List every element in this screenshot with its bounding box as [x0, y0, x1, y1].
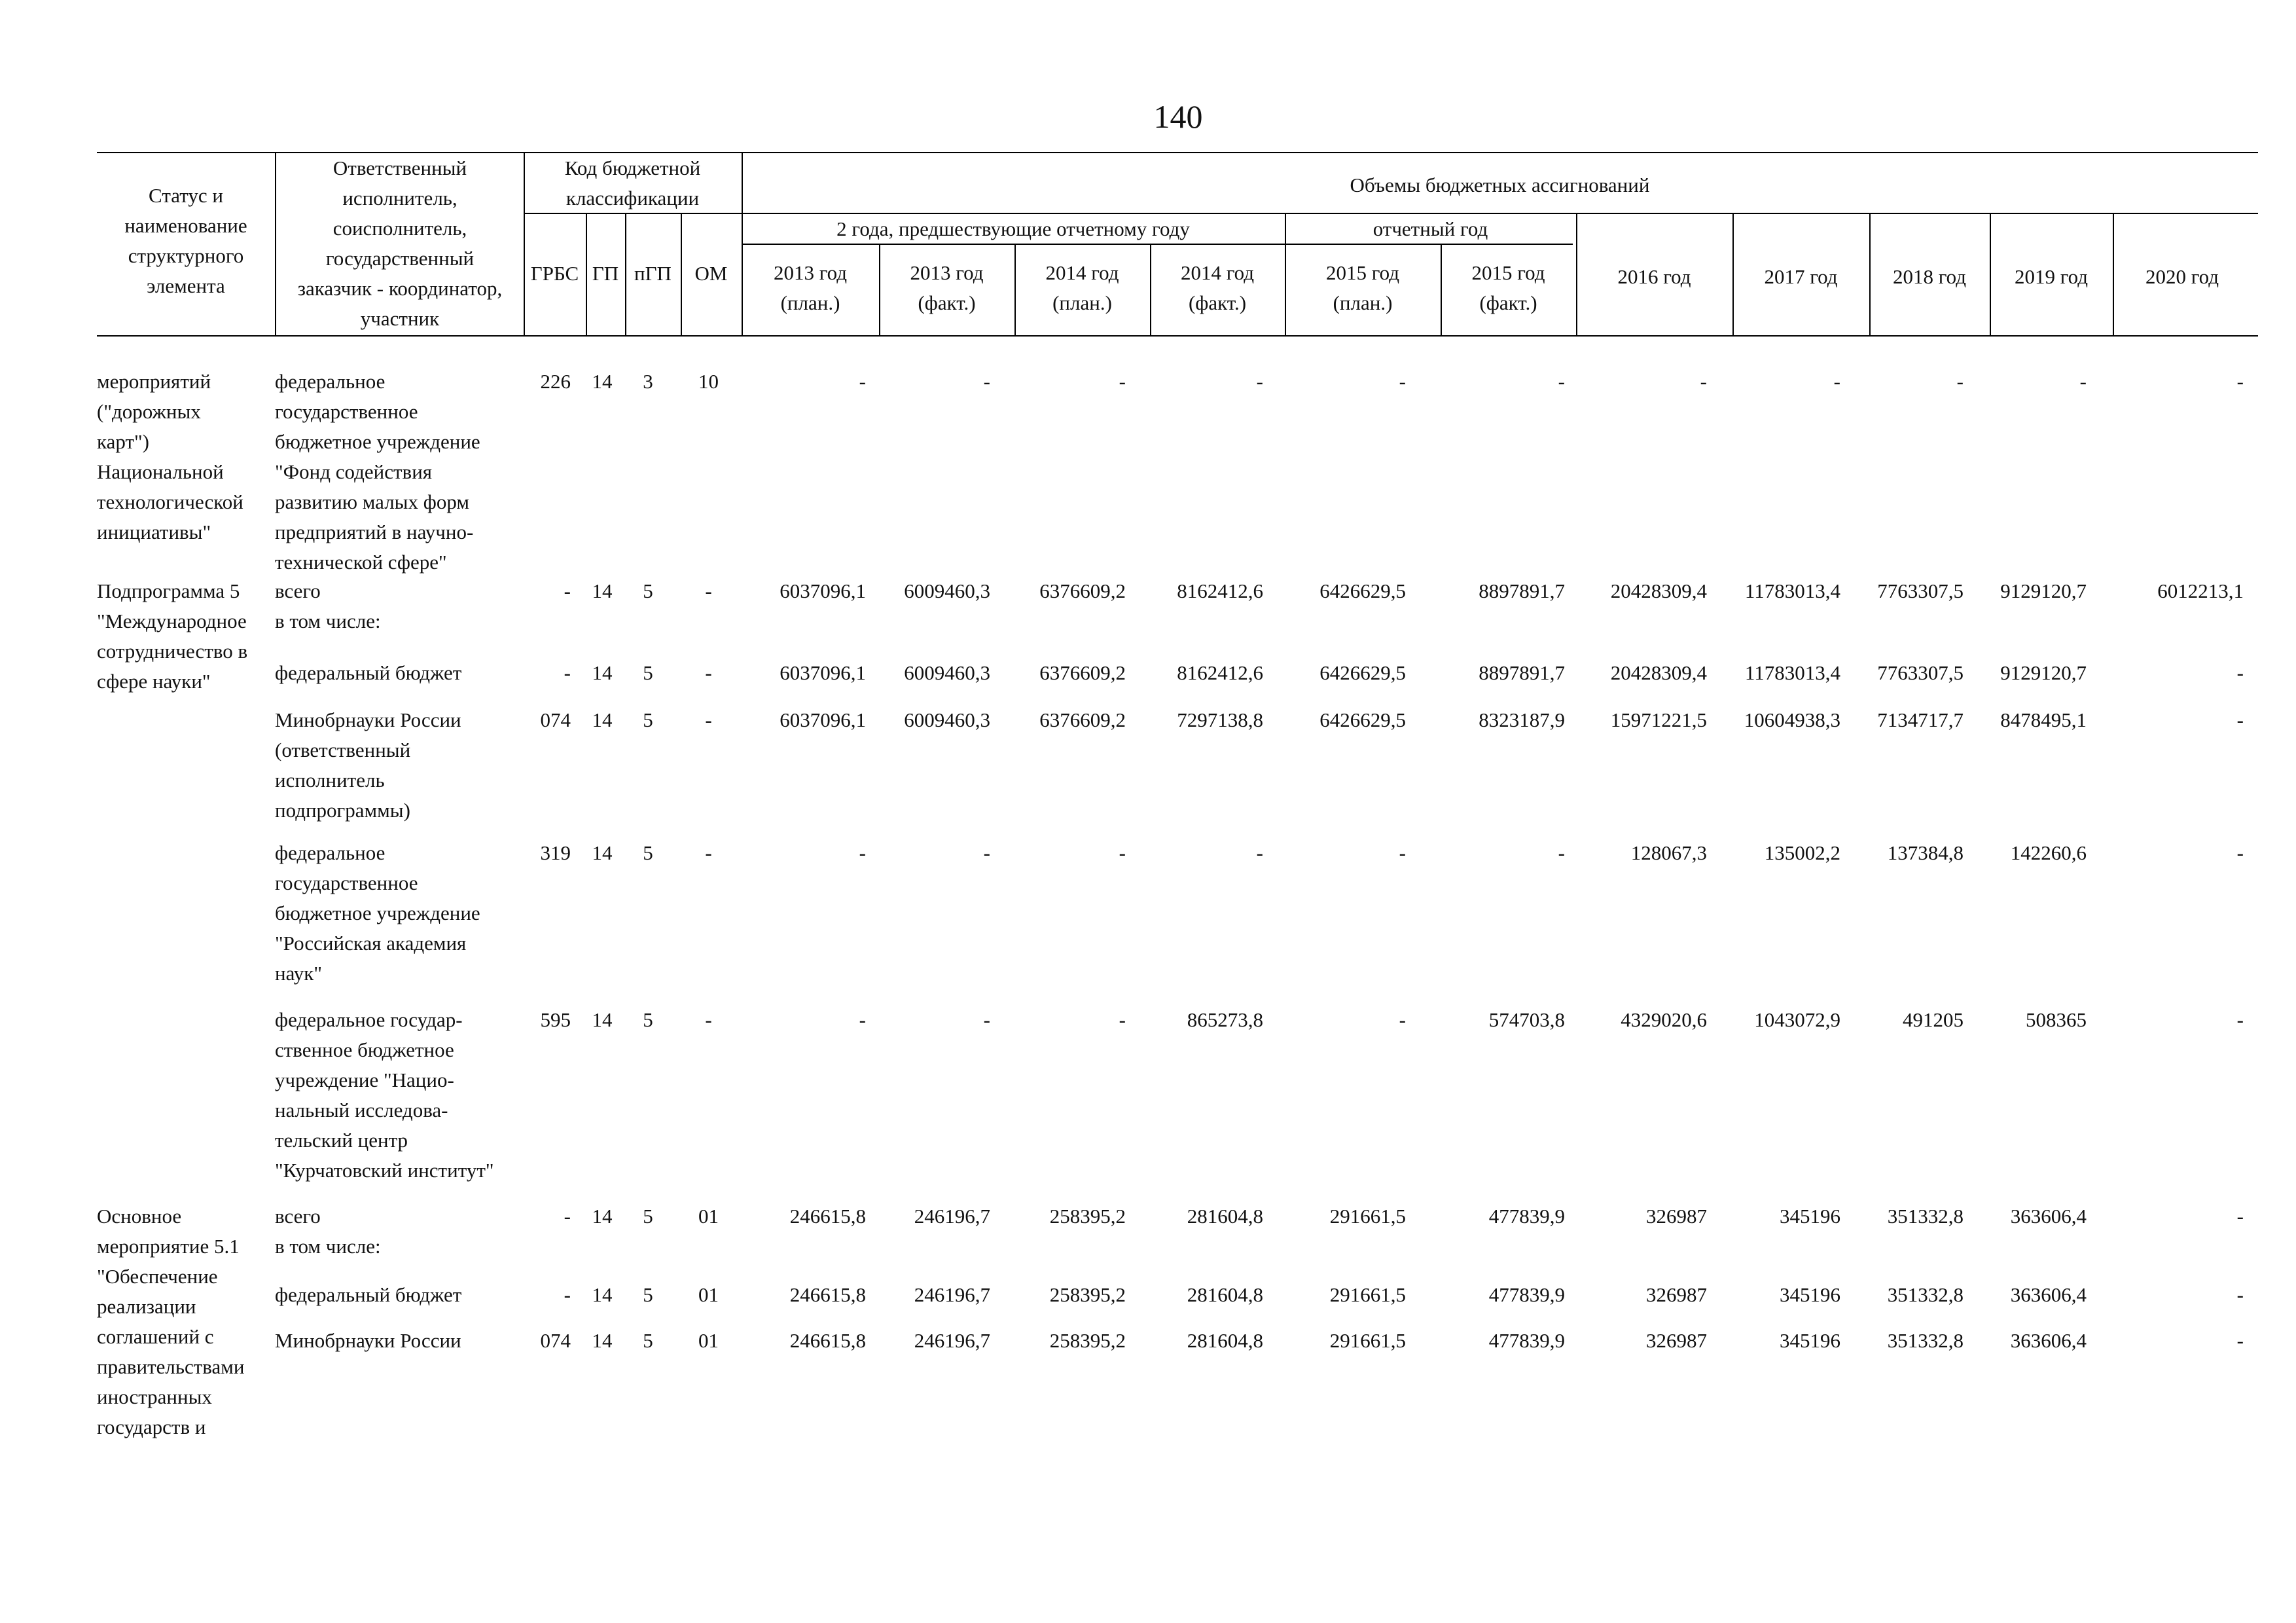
row-value: 6037096,1 — [780, 661, 866, 684]
header-year-subtype: (план.) — [780, 291, 840, 314]
row-code: - — [705, 841, 712, 864]
status-text: Национальной — [97, 460, 224, 483]
row-executor: Минобрнауки России — [275, 1329, 461, 1352]
row-value: 7763307,5 — [1877, 579, 1964, 602]
row-value: 491205 — [1903, 1008, 1964, 1031]
row-code: 5 — [643, 579, 653, 602]
row-executor: федеральное — [275, 841, 386, 864]
row-executor: федеральное — [275, 370, 386, 393]
row-value: 351332,8 — [1887, 1205, 1964, 1228]
row-code: 319 — [540, 841, 571, 864]
row-value: - — [1833, 370, 1840, 393]
row-value: 8897891,7 — [1479, 579, 1565, 602]
row-value: - — [859, 841, 866, 864]
row-value: 246615,8 — [789, 1329, 866, 1352]
row-value: 477839,9 — [1488, 1283, 1565, 1306]
header-executor-label: участник — [360, 307, 440, 330]
header-status-label: структурного — [128, 244, 244, 267]
status-text: Подпрограмма 5 — [97, 579, 240, 602]
row-value: 6376609,2 — [1039, 661, 1126, 684]
header-year-subtype: (план.) — [1333, 291, 1393, 314]
row-code: - — [705, 1008, 712, 1031]
row-executor: исполнитель — [275, 769, 385, 792]
status-text: "Международное — [97, 610, 247, 632]
status-text: технологической — [97, 490, 243, 513]
row-code: 01 — [698, 1329, 719, 1352]
row-value: 137384,8 — [1887, 841, 1964, 864]
row-value: 258395,2 — [1049, 1283, 1126, 1306]
row-value: - — [983, 841, 990, 864]
row-executor: "Фонд содействия — [275, 460, 433, 483]
row-value: 6037096,1 — [780, 708, 866, 731]
row-value: 345196 — [1780, 1283, 1840, 1306]
header-executor-label: Ответственный — [332, 156, 467, 179]
header-code-col: ОМ — [694, 262, 728, 285]
header-report-year-label: отчетный год — [1372, 217, 1488, 240]
header-year-subtype: (план.) — [1052, 291, 1112, 314]
row-code: - — [705, 579, 712, 602]
header-budget-code-label: классификации — [565, 187, 700, 210]
header-year-subtype: (факт.) — [1479, 291, 1537, 314]
header-volumes-label: Объемы бюджетных ассигнований — [1350, 173, 1650, 196]
row-value: 326987 — [1646, 1205, 1707, 1228]
row-value: 142260,6 — [2010, 841, 2087, 864]
row-value: 7297138,8 — [1177, 708, 1263, 731]
row-executor: предприятий в научно- — [275, 520, 474, 543]
row-value: 291661,5 — [1329, 1283, 1406, 1306]
row-executor: нальный исследова- — [275, 1099, 448, 1122]
row-code: 14 — [592, 1283, 613, 1306]
header-executor-label: государственный — [325, 247, 475, 270]
row-value: 351332,8 — [1887, 1283, 1964, 1306]
row-value: 351332,8 — [1887, 1329, 1964, 1352]
row-value: - — [2236, 1283, 2244, 1306]
header-year-label: 2013 год — [773, 261, 848, 284]
row-code: - — [564, 1283, 571, 1306]
header-year-label: 2016 год — [1617, 265, 1691, 288]
row-value: 345196 — [1780, 1205, 1840, 1228]
row-code: 3 — [643, 370, 653, 393]
row-value: 9129120,7 — [2000, 661, 2087, 684]
row-code: - — [705, 661, 712, 684]
row-value: 8323187,9 — [1479, 708, 1565, 731]
row-code: - — [705, 708, 712, 731]
row-executor: тельский центр — [275, 1129, 408, 1152]
row-code: 226 — [540, 370, 571, 393]
row-value: 345196 — [1780, 1329, 1840, 1352]
row-value: - — [2236, 1008, 2244, 1031]
row-code: 14 — [592, 370, 613, 393]
row-value: 8162412,6 — [1177, 579, 1263, 602]
row-code: 14 — [592, 708, 613, 731]
row-executor: федеральный бюджет — [275, 661, 462, 684]
row-value: 281604,8 — [1187, 1205, 1263, 1228]
status-text: правительствами — [97, 1355, 245, 1378]
row-code: 14 — [592, 1329, 613, 1352]
row-value: 6037096,1 — [780, 579, 866, 602]
row-value: 246196,7 — [914, 1205, 990, 1228]
status-text: сфере науки" — [97, 670, 211, 693]
row-value: 10604938,3 — [1744, 708, 1840, 731]
status-text: реализации — [97, 1295, 196, 1318]
row-executor: "Курчатовский институт" — [275, 1159, 494, 1182]
row-value: 6426629,5 — [1319, 661, 1406, 684]
row-executor: наук" — [275, 962, 322, 985]
row-value: 246615,8 — [789, 1205, 866, 1228]
row-code: 14 — [592, 1008, 613, 1031]
row-value: 246196,7 — [914, 1329, 990, 1352]
row-code: 14 — [592, 1205, 613, 1228]
row-executor: подпрограммы) — [275, 799, 410, 822]
row-value: 6009460,3 — [904, 661, 990, 684]
row-value: 128067,3 — [1630, 841, 1707, 864]
row-value: 6426629,5 — [1319, 708, 1406, 731]
row-code: 5 — [643, 841, 653, 864]
row-value: 6426629,5 — [1319, 579, 1406, 602]
header-year-label: 2019 год — [2014, 265, 2089, 288]
row-value: - — [983, 1008, 990, 1031]
row-value: 291661,5 — [1329, 1329, 1406, 1352]
header-bottom-border — [97, 335, 2258, 337]
row-executor: федеральное государ- — [275, 1008, 463, 1031]
row-code: 01 — [698, 1205, 719, 1228]
row-value: - — [983, 370, 990, 393]
row-executor: бюджетное учреждение — [275, 902, 480, 924]
status-text: иностранных — [97, 1385, 212, 1408]
row-code: 14 — [592, 841, 613, 864]
header-year-label: 2013 год — [910, 261, 984, 284]
header-executor-label: исполнитель, — [342, 187, 457, 210]
row-value: - — [1399, 841, 1406, 864]
header-code-col: ГРБС — [530, 262, 579, 285]
row-value: 246615,8 — [789, 1283, 866, 1306]
row-executor: "Российская академия — [275, 932, 467, 955]
row-executor: федеральный бюджет — [275, 1283, 462, 1306]
header-year-label: 2017 год — [1764, 265, 1838, 288]
header-executor-label: заказчик - координатор, — [297, 277, 503, 300]
status-text: Основное — [97, 1205, 182, 1228]
row-value: 508365 — [2026, 1008, 2087, 1031]
row-code: 074 — [540, 1329, 571, 1352]
row-executor: учреждение "Нацио- — [275, 1068, 454, 1091]
header-code-col: ГП — [592, 262, 619, 285]
row-value: - — [1558, 841, 1565, 864]
row-value: 865273,8 — [1187, 1008, 1263, 1031]
header-budget-code-label: Код бюджетной — [564, 156, 701, 179]
row-code: 5 — [643, 1205, 653, 1228]
row-value: 135002,2 — [1764, 841, 1840, 864]
row-value: 6009460,3 — [904, 708, 990, 731]
row-value: 9129120,7 — [2000, 579, 2087, 602]
row-value: - — [1399, 370, 1406, 393]
row-code: 5 — [643, 1008, 653, 1031]
row-value: - — [1956, 370, 1964, 393]
row-code: - — [564, 579, 571, 602]
row-value: 6009460,3 — [904, 579, 990, 602]
row-executor: технической сфере" — [275, 551, 447, 574]
row-value: - — [1119, 841, 1126, 864]
row-code: 10 — [698, 370, 719, 393]
row-executor: в том числе: — [275, 1235, 381, 1258]
row-code: 5 — [643, 1329, 653, 1352]
header-code-col: пГП — [634, 262, 672, 285]
row-value: - — [1256, 841, 1263, 864]
row-value: - — [1399, 1008, 1406, 1031]
row-executor: (ответственный — [275, 739, 411, 761]
row-value: - — [1256, 370, 1263, 393]
row-value: 258395,2 — [1049, 1205, 1126, 1228]
row-value: - — [1558, 370, 1565, 393]
page-number: 140 — [1153, 98, 1203, 135]
header-executor-label: соисполнитель, — [332, 217, 467, 240]
row-executor: всего — [275, 579, 321, 602]
row-value: - — [2236, 841, 2244, 864]
header-year-label: 2014 год — [1180, 261, 1255, 284]
row-executor: государственное — [275, 871, 418, 894]
row-code: 14 — [592, 661, 613, 684]
row-executor: ственное бюджетное — [275, 1038, 454, 1061]
row-value: - — [2236, 708, 2244, 731]
row-value: 291661,5 — [1329, 1205, 1406, 1228]
header-year-label: 2015 год — [1325, 261, 1400, 284]
row-value: 8897891,7 — [1479, 661, 1565, 684]
status-text: соглашений с — [97, 1325, 214, 1348]
header-status-label: наименование — [124, 214, 247, 237]
row-code: 5 — [643, 661, 653, 684]
status-text: инициативы" — [97, 520, 211, 543]
status-text: мероприятий — [97, 370, 211, 393]
row-value: 6376609,2 — [1039, 708, 1126, 731]
row-value: 326987 — [1646, 1283, 1707, 1306]
row-code: 5 — [643, 1283, 653, 1306]
row-value: 4329020,6 — [1621, 1008, 1707, 1031]
status-text: государств и — [97, 1415, 206, 1438]
row-value: - — [859, 370, 866, 393]
row-value: - — [2236, 1329, 2244, 1352]
row-code: 074 — [540, 708, 571, 731]
row-executor: бюджетное учреждение — [275, 430, 480, 453]
status-text: мероприятие 5.1 — [97, 1235, 240, 1258]
row-value: 281604,8 — [1187, 1283, 1263, 1306]
row-value: - — [2079, 370, 2087, 393]
row-value: 7134717,7 — [1877, 708, 1964, 731]
row-executor: государственное — [275, 400, 418, 423]
row-code: - — [564, 661, 571, 684]
row-value: 574703,8 — [1488, 1008, 1565, 1031]
row-value: - — [859, 1008, 866, 1031]
row-value: 7763307,5 — [1877, 661, 1964, 684]
status-text: сотрудничество в — [97, 640, 248, 663]
row-value: 363606,4 — [2010, 1329, 2087, 1352]
row-value: 246196,7 — [914, 1283, 990, 1306]
header-year-label: 2018 год — [1892, 265, 1967, 288]
row-value: 15971221,5 — [1610, 708, 1707, 731]
row-value: 11783013,4 — [1744, 661, 1840, 684]
header-prev-years-label: 2 года, предшествующие отчетному году — [836, 217, 1190, 240]
row-value: 20428309,4 — [1610, 661, 1707, 684]
header-year-subtype: (факт.) — [1188, 291, 1247, 314]
row-code: 01 — [698, 1283, 719, 1306]
row-value: - — [1119, 1008, 1126, 1031]
row-value: 281604,8 — [1187, 1329, 1263, 1352]
row-value: 258395,2 — [1049, 1329, 1126, 1352]
header-year-label: 2015 год — [1471, 261, 1545, 284]
row-value: 8162412,6 — [1177, 661, 1263, 684]
row-value: 11783013,4 — [1744, 579, 1840, 602]
header-year-subtype: (факт.) — [918, 291, 976, 314]
row-value: - — [2236, 1205, 2244, 1228]
header-year-label: 2020 год — [2145, 265, 2219, 288]
row-code: 5 — [643, 708, 653, 731]
status-text: карт") — [97, 430, 149, 453]
row-value: 477839,9 — [1488, 1205, 1565, 1228]
header-status-label: Статус и — [149, 184, 223, 207]
status-text: ("дорожных — [97, 400, 201, 423]
row-value: 363606,4 — [2010, 1283, 2087, 1306]
row-value: - — [1119, 370, 1126, 393]
row-value: 20428309,4 — [1610, 579, 1707, 602]
row-value: 1043072,9 — [1754, 1008, 1840, 1031]
row-value: 6376609,2 — [1039, 579, 1126, 602]
row-value: 6012213,1 — [2157, 579, 2244, 602]
row-value: - — [2236, 370, 2244, 393]
row-value: 326987 — [1646, 1329, 1707, 1352]
row-code: 14 — [592, 579, 613, 602]
row-executor: Минобрнауки России — [275, 708, 461, 731]
row-executor: в том числе: — [275, 610, 381, 632]
row-value: 363606,4 — [2010, 1205, 2087, 1228]
header-status-label: элемента — [147, 274, 225, 297]
header-year-label: 2014 год — [1045, 261, 1119, 284]
row-executor: всего — [275, 1205, 321, 1228]
row-code: 595 — [540, 1008, 571, 1031]
row-value: - — [2236, 661, 2244, 684]
row-code: - — [564, 1205, 571, 1228]
row-value: 8478495,1 — [2000, 708, 2087, 731]
row-executor: развитию малых форм — [275, 490, 469, 513]
row-value: 477839,9 — [1488, 1329, 1565, 1352]
row-value: - — [1700, 370, 1707, 393]
status-text: "Обеспечение — [97, 1265, 218, 1288]
